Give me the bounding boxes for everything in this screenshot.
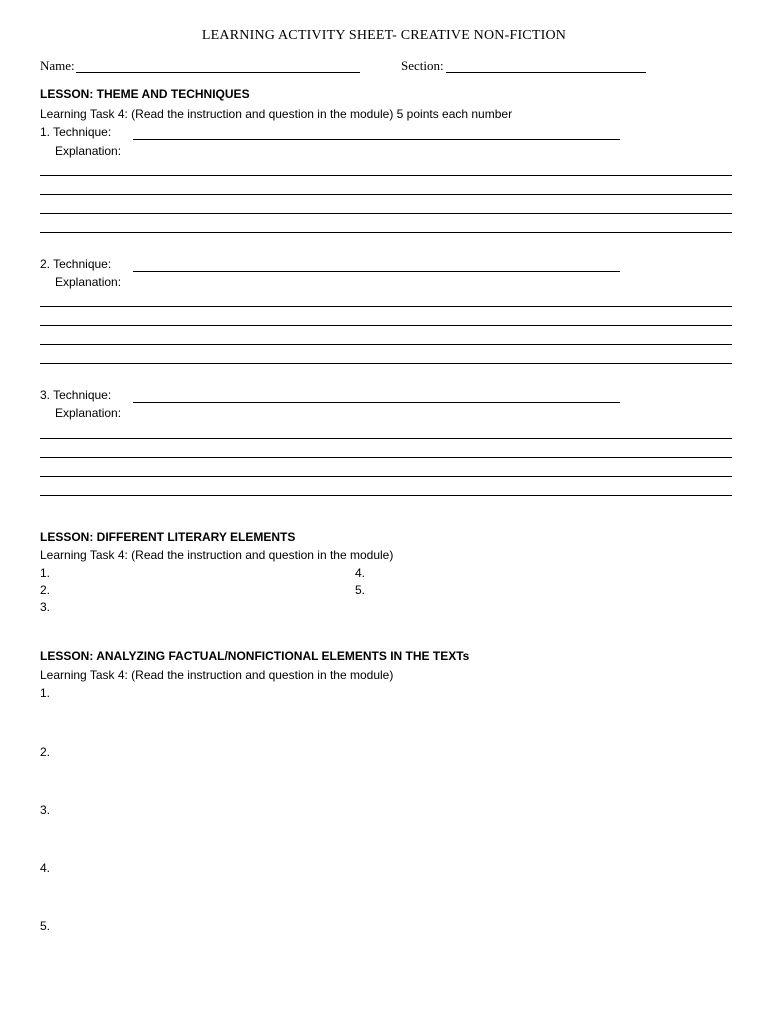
explanation-answer-line[interactable] — [40, 438, 732, 439]
lesson-heading-literary-elements: LESSON: DIFFERENT LITERARY ELEMENTS — [40, 530, 296, 544]
explanation-label: Explanation: — [55, 406, 122, 420]
answer-number: 3. — [40, 803, 51, 817]
section-field[interactable] — [446, 72, 646, 73]
explanation-answer-line[interactable] — [40, 194, 732, 195]
explanation-answer-line[interactable] — [40, 344, 732, 345]
lesson-heading-theme: LESSON: THEME AND TECHNIQUES — [40, 87, 250, 101]
name-field[interactable] — [76, 72, 360, 73]
technique-label: 2. Technique: — [40, 257, 112, 271]
technique-label: 1. Technique: — [40, 125, 112, 139]
technique-answer-field[interactable] — [133, 271, 620, 272]
answer-number: 4. — [355, 566, 366, 580]
name-label: Name: — [40, 58, 75, 73]
explanation-answer-line[interactable] — [40, 476, 732, 477]
lesson-heading-factual-elements: LESSON: ANALYZING FACTUAL/NONFICTIONAL ELEMENTS IN THE TEXTs — [40, 649, 470, 663]
answer-number: 1. — [40, 566, 51, 580]
page-title: LEARNING ACTIVITY SHEET- CREATIVE NON-FICTION — [201, 28, 567, 43]
explanation-answer-line[interactable] — [40, 213, 732, 214]
answer-number: 1. — [40, 686, 51, 700]
explanation-answer-line[interactable] — [40, 495, 732, 496]
answer-number: 3. — [40, 600, 51, 614]
section-label: Section: — [401, 58, 444, 73]
answer-number: 2. — [40, 745, 51, 759]
learning-task-instruction: Learning Task 4: (Read the instruction and question in the module) — [40, 668, 394, 682]
learning-task-instruction: Learning Task 4: (Read the instruction and question in the module) 5 points each number — [40, 107, 513, 121]
answer-number: 2. — [40, 583, 51, 597]
explanation-answer-line[interactable] — [40, 457, 732, 458]
explanation-answer-line[interactable] — [40, 175, 732, 176]
explanation-answer-line[interactable] — [40, 306, 732, 307]
answer-number: 4. — [40, 861, 51, 875]
explanation-label: Explanation: — [55, 275, 122, 289]
answer-number: 5. — [355, 583, 366, 597]
answer-number: 5. — [40, 919, 51, 933]
explanation-label: Explanation: — [55, 144, 122, 158]
technique-answer-field[interactable] — [133, 139, 620, 140]
technique-answer-field[interactable] — [133, 402, 620, 403]
learning-task-instruction: Learning Task 4: (Read the instruction and question in the module) — [40, 548, 394, 562]
explanation-answer-line[interactable] — [40, 325, 732, 326]
explanation-answer-line[interactable] — [40, 363, 732, 364]
explanation-answer-line[interactable] — [40, 232, 732, 233]
technique-label: 3. Technique: — [40, 388, 112, 402]
